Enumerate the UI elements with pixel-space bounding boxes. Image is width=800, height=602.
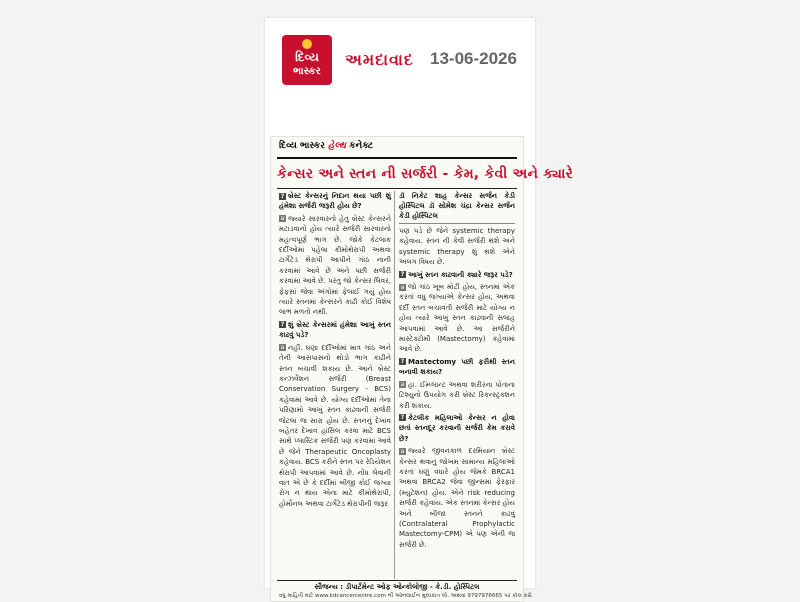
- edition-city: અમદાવાદ: [345, 50, 414, 69]
- contact-line: વધુ માહિતી માટે www.kdcancercentre.com ની ઓનલાઈન મુલાકાત લો. અથવા 9797976665 પર કૉલ કરો.: [279, 593, 534, 599]
- question-marker-icon: ?: [400, 271, 405, 279]
- answer-marker-icon: a: [400, 447, 405, 455]
- answer-marker-icon: a: [280, 215, 285, 223]
- top-rule: [277, 157, 517, 159]
- answer: a જ્યારે જીવનકાળ દરમિયાન બ્રેસ્ટ કેન્સર થવાનું જોખમ સામાન્ય મહિલાઓ કરતાં ઘણું વધારે હોય જેમકે BRCA1 અથવા BRCA2 જેવા જીન્સમાં ફેરફાર (મ્યુટેશન) હોય. એને risk reducing સર્જરી કહેવાય. એક સ્તનમાં કેન્સર હોય અને બીજા સ્તનને કાઢવું (Contralateral Prophylactic Mastectomy-CPM) એ પણ એની જ સર્જરી છે.: [399, 447, 515, 549]
- doctor-byline: ડૉ નિકેટ શાહ કેન્સર સર્જન કેડી હોસ્પિટલ ડૉ સોમેશ ચંદ્રા કેન્સર સર્જન કેડી હોસ્પિટલ: [399, 191, 515, 224]
- logo-line2: ભાસ્કર: [293, 66, 321, 77]
- brand-name: દિવ્ય ભાસ્કર: [279, 141, 325, 151]
- question-marker-icon: ?: [400, 358, 405, 366]
- right-column: [399, 191, 515, 552]
- brand-row: [279, 141, 515, 155]
- question: ? આખું સ્તન કાઢવાની ક્યારે જરૂર પડે?: [400, 270, 513, 279]
- headline-rule: [277, 188, 517, 189]
- logo-line1: દિવ્ય: [295, 50, 319, 64]
- column-divider: [394, 191, 395, 579]
- answer: a હા. ઈમ્પ્લાન્ટ અથવા શરીરના પોતાના ટિશ્યુનો ઉપયોગ કરી બ્રેસ્ટ રિકન્સ્ટ્રક્શન કરી શકાય.: [399, 380, 515, 410]
- question-marker-icon: ?: [400, 414, 405, 422]
- question-marker-icon: ?: [280, 192, 285, 200]
- footer-rule: [277, 580, 517, 581]
- answer-marker-icon: a: [400, 381, 405, 389]
- answer: a જ્યારે સારવારનો હેતુ બ્રેસ્ટ કેન્સરને મટાડવાનો હોય ત્યારે સર્જરી સારવારનો મહત્વપૂર્ણ ભાગ છે. જોકે કેટલાક દર્દીઓમાં પહેલા કીમોથેરાપી અથવા ટાર્ગેટેડ થેરાપી આપીને ગાંઠ નાની કરવામાં આવે છે અને પછી સર્જરી કરવામાં આવે છે. પરંતુ જો કેન્સર લિવર, ફેફસાં જેવા અંગોમાં ફેલાઈ ગયું હોય ત્યારે સ્તનમાં કેન્સરને કાઢી કોઈ વિશેષ લાભ મળતો નથી.: [279, 214, 391, 317]
- article-headline: કેન્સર અને સ્તન ની સર્જરી - કેમ, કેવી અને ક્યારે: [277, 166, 574, 182]
- article-clipping: [270, 136, 574, 602]
- question: ? Mastectomy પછી ફરીથી સ્તન બનાવી શકાય?: [399, 357, 515, 377]
- courtesy-line: સૌજન્ય : ડીપાર્ટમેન્ટ ઓફ ઓન્કોલોજી - કે.ડી. હોસ્પિટલ: [314, 583, 480, 591]
- edition-date: 13-06-2026: [430, 49, 517, 68]
- newspaper-page: [265, 18, 574, 599]
- question-marker-icon: ?: [280, 321, 285, 329]
- masthead: [265, 18, 535, 108]
- answer: a નહીં. ઘણા દર્દીઓમાં માત્ર ગાંઠ અને તેની આસપાસનો થોડો ભાગ કાઢીને સ્તન બચાવી શકાય છે. આને બ્રેસ્ટ કન્ઝર્વેશન સર્જરી (Breast Conservation Surgery - BCS) કહેવામાં આવે છે. યોગ્ય દર્દીઓમાં તેના પરિણામો આખું સ્તન કાઢવાની સર્જરી જેટલા જ સારા હોય છે. સ્તનનું દેખાવ બહેતર દેખાવ હાંસિલ કરવા માટે BCS સાથે પ્લાસ્ટિક સર્જરી પણ કરવામાં આવે છે જેને Therapeutic Oncoplasty કહેવાય. BCS કરીને સ્તન પર રેડિયેશન થેરાપી આપવામાં આવે છે. નોંધ લેવાની વાત એ છે કે દર્દીમાં બીજી કોઈ જગ્યા રોગ ન થાય એના માટે કીમોથેરાપી, હોર્મોનલ અથવા ટાર્ગેટેડ થેરાપીની જરૂર: [279, 343, 391, 508]
- left-column: [279, 191, 391, 511]
- question: ? કેટલીક મહિલાઓ કેન્સર ન હોવા છતાં સ્તનદૂર કરવાની સર્જરી કેમ કરાવે છે?: [399, 413, 515, 443]
- answer: a જો ગાંઠ ખૂબ મોટી હોય, સ્તનમાં એક કરતાં વધુ જગ્યાએ કેન્સર હોય, અથવા દર્દી સ્તન બચાવતી સર્જરી માટે યોગ્ય ન હોય ત્યારે આખું સ્તન કાઢવાની સલાહ આપવામાં આવે છે. આ સર્જરીને માસ્ટેક્ટોમી (Mastectomy) કહેવામાં આવે છે.: [399, 283, 515, 354]
- answer-marker-icon: a: [400, 283, 405, 291]
- question: ? શું બ્રેસ્ટ કેન્સરમાં હંમેશા આખું સ્તન કાઢવું પડે?: [279, 320, 391, 340]
- answer: પણ પડે છે જેને systemic therapy કહેવાય. સ્તન ની કેવી સર્જરી થશે અને systemic therapy શું થશે એને અલગ વિષય છે.: [399, 227, 515, 267]
- answer-marker-icon: a: [280, 344, 285, 352]
- brand-suffix: કનેક્ટ: [349, 141, 374, 151]
- question: ? બ્રેસ્ટ કેન્સરનું નિદાન થયા પછી શું હંમેશા સર્જરી જરૂરી હોય છે?: [279, 192, 391, 211]
- sun-icon: [302, 39, 312, 49]
- divya-bhaskar-logo: [282, 35, 332, 85]
- brand-section: હેલ્થ: [328, 141, 347, 151]
